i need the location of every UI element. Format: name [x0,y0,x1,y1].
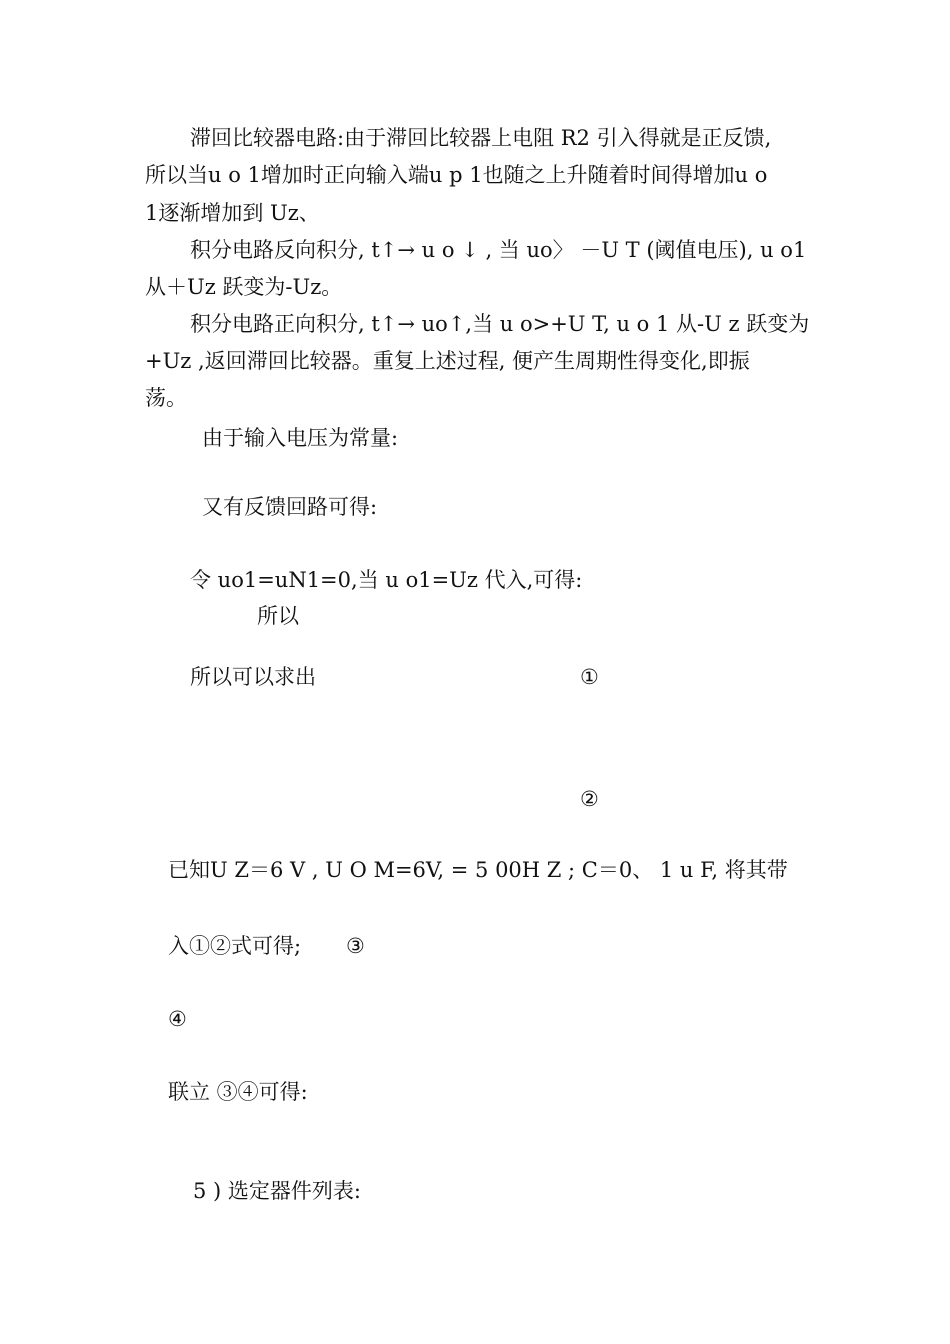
equation-marker-4: ④ [168,1007,187,1031]
input-voltage-text: 由于输入电压为常量: [202,426,399,450]
paragraph-1-line-3: 1逐渐增加到 Uz、 [145,201,320,225]
paragraph-2-line-1: 积分电路反向积分, t↑→ u o ↓ , 当 uo〉 －U T (阈值电压), u o1 [190,238,807,262]
equation-marker-1: ① [580,665,599,689]
paragraph-3-line-1: 积分电路正向积分, t↑→ uo↑,当 u o>+U T, u o 1 从-U z 跃变为 [190,312,810,336]
feedback-text: 又有反馈回路可得: [202,495,378,519]
equation-marker-3: ③ [346,934,365,958]
therefore-text: 所以 [257,604,299,628]
component-list-heading: 5 ) 选定器件列表: [193,1179,361,1203]
known-values-text: 已知U Z＝6 V , U O M=6V, = 5 00H Z ; C＝0、 1 u F, 将其带 [168,858,788,882]
paragraph-2-line-2: 从＋Uz 跃变为-Uz。 [145,275,343,299]
let-condition-text: 令 uo1=uN1=0,当 u o1=Uz 代入,可得: [190,568,583,592]
equation-marker-2: ② [580,787,599,811]
substitute-text: 入①②式可得; [168,934,302,958]
paragraph-1-line-2: 所以当u o 1增加时正向输入端u p 1也随之上升随着时间得增加u o [145,163,768,187]
paragraph-3-line-3: 荡。 [145,386,187,410]
paragraph-3-line-2: +Uz ,返回滞回比较器。重复上述过程, 便产生周期性得变化,即振 [145,349,750,373]
combine-text: 联立 ③④可得: [168,1080,308,1104]
paragraph-1-line-1: 滞回比较器电路:由于滞回比较器上电阻 R2 引入得就是正反馈, [190,126,772,150]
solve-text: 所以可以求出 [190,665,316,689]
